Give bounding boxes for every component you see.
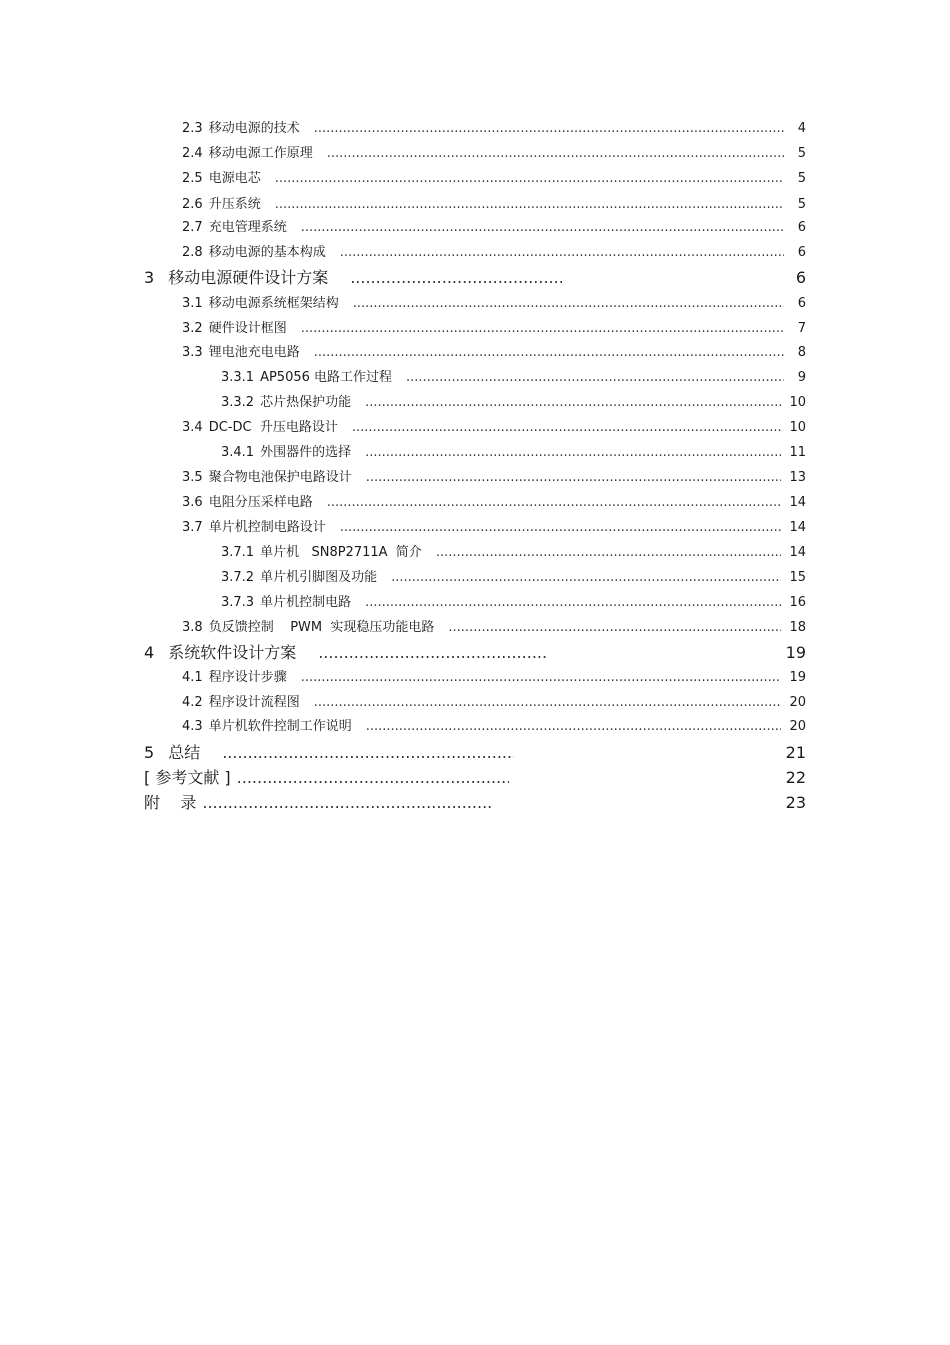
toc-entry-page: 11 <box>789 445 806 460</box>
toc-entry-number: 3.4.1 <box>221 445 255 460</box>
toc-entry[interactable] <box>144 770 806 786</box>
toc-entry-title: 移动电源的技术 <box>208 121 300 136</box>
toc-entry-page: 10 <box>789 395 806 410</box>
toc-entry-number: 3.4 <box>182 420 203 435</box>
toc-dot-leader <box>301 322 784 335</box>
toc-entry-title: 硬件设计框图 <box>208 321 287 336</box>
toc-dot-leader <box>352 421 782 434</box>
toc-entry-title: 单片机 SN8P2711A 简介 <box>260 545 422 560</box>
toc-entry-number: 2.5 <box>182 171 203 186</box>
toc-entry-page: 14 <box>789 495 806 510</box>
toc-entry-page: 5 <box>797 171 806 186</box>
toc-dot-leader <box>340 246 784 259</box>
toc-entry-title: 单片机控制电路 <box>260 595 352 610</box>
toc-entry[interactable] <box>182 346 806 359</box>
toc-entry-page: 15 <box>789 570 806 585</box>
toc-dot-leader <box>202 795 494 811</box>
toc-entry-number: 3.1 <box>182 296 203 311</box>
toc-entry[interactable] <box>221 571 806 584</box>
toc-entry-number: 5 <box>144 743 155 762</box>
toc-entry-page: 5 <box>797 197 806 212</box>
toc-entry-number: 2.6 <box>182 197 203 212</box>
toc-entry[interactable] <box>182 496 806 509</box>
toc-entry[interactable] <box>221 371 806 384</box>
toc-entry-number: 3 <box>144 268 155 287</box>
toc-dot-leader <box>436 546 782 559</box>
toc-entry[interactable] <box>144 270 806 286</box>
toc-entry-number: 3.3.1 <box>221 370 255 385</box>
toc-entry-number: 3.7 <box>182 520 203 535</box>
toc-entry-number: 4.1 <box>182 670 203 685</box>
toc-entry-number: 3.6 <box>182 495 203 510</box>
toc-entry-page: 22 <box>785 768 806 787</box>
toc-entry[interactable] <box>221 446 806 459</box>
toc-entry[interactable] <box>182 172 806 185</box>
toc-entry-page: 23 <box>785 793 806 812</box>
toc-entry[interactable] <box>182 671 806 684</box>
toc-dot-leader <box>275 198 784 211</box>
toc-entry-title: 升压系统 <box>208 197 261 212</box>
toc-dot-leader <box>365 396 781 409</box>
toc-entry-title: 锂电池充电电路 <box>208 345 300 360</box>
toc-entry-page: 6 <box>797 245 806 260</box>
toc-entry-number: 4.3 <box>182 719 203 734</box>
toc-entry-number: 4 <box>144 643 155 662</box>
toc-entry[interactable] <box>182 221 806 234</box>
toc-entry[interactable] <box>182 322 806 335</box>
toc-entry-page: 16 <box>789 595 806 610</box>
toc-entry-page: 14 <box>789 545 806 560</box>
toc-entry-page: 13 <box>789 470 806 485</box>
toc-dot-leader <box>314 122 784 135</box>
toc-entry-number: 3.8 <box>182 620 203 635</box>
toc-entry-page: 19 <box>789 670 806 685</box>
toc-entry-title: 单片机引脚图及功能 <box>260 570 378 585</box>
toc-dot-leader <box>448 621 781 634</box>
toc-dot-leader <box>391 571 781 584</box>
toc-entry[interactable] <box>221 396 806 409</box>
toc-entry[interactable] <box>182 198 806 211</box>
toc-entry[interactable] <box>182 246 806 259</box>
toc-entry-page: 20 <box>789 719 806 734</box>
toc-entry[interactable] <box>182 471 806 484</box>
toc-entry-title: 附 录 <box>144 793 197 812</box>
toc-entry-page: 10 <box>789 420 806 435</box>
toc-entry-title: AP5056 电路工作过程 <box>260 370 393 385</box>
toc-entry-title: 移动电源系统框架结构 <box>208 296 339 311</box>
toc-dot-leader <box>353 297 784 310</box>
toc-entry[interactable] <box>182 696 806 709</box>
toc-entry-number: 3.3.2 <box>221 395 255 410</box>
toc-entry-title: 电阻分压采样电路 <box>208 495 313 510</box>
toc-entry-number: 3.3 <box>182 345 203 360</box>
toc-entry-title: 程序设计步骤 <box>208 670 287 685</box>
toc-entry-number: 3.7.3 <box>221 595 255 610</box>
toc-entry-page: 20 <box>789 695 806 710</box>
toc-entry-title: DC-DC 升压电路设计 <box>208 420 338 435</box>
toc-entry-page: 9 <box>797 370 806 385</box>
toc-entry-title: [ 参考文献 ] <box>144 768 231 787</box>
toc-dot-leader <box>222 745 514 761</box>
toc-entry-title: 充电管理系统 <box>208 220 287 235</box>
toc-entry-number: 2.7 <box>182 220 203 235</box>
toc-dot-leader <box>318 645 546 661</box>
toc-dot-leader <box>340 521 782 534</box>
toc-entry-page: 18 <box>789 620 806 635</box>
toc-dot-leader <box>301 671 782 684</box>
toc-entry-page: 7 <box>797 321 806 336</box>
toc-entry[interactable] <box>182 297 806 310</box>
toc-dot-leader <box>365 596 781 609</box>
toc-entry-page: 21 <box>785 743 806 762</box>
toc-entry[interactable] <box>182 421 806 434</box>
toc-entry-number: 3.5 <box>182 470 203 485</box>
toc-entry-page: 5 <box>797 146 806 161</box>
toc-entry-title: 移动电源硬件设计方案 <box>168 268 329 287</box>
toc-dot-leader <box>365 446 781 459</box>
toc-entry-title: 单片机控制电路设计 <box>208 520 326 535</box>
toc-entry[interactable] <box>182 147 806 160</box>
toc-dot-leader <box>406 371 784 384</box>
toc-entry-page: 8 <box>797 345 806 360</box>
toc-entry-title: 移动电源工作原理 <box>208 146 313 161</box>
toc-entry-number: 2.3 <box>182 121 203 136</box>
toc-entry-number: 3.7.1 <box>221 545 255 560</box>
toc-dot-leader <box>237 770 509 786</box>
toc-entry[interactable] <box>182 521 806 534</box>
toc-entry[interactable] <box>182 720 806 733</box>
toc-entry-title: 负反馈控制 PWM 实现稳压功能电路 <box>208 620 435 635</box>
toc-entry-number: 4.2 <box>182 695 203 710</box>
toc-dot-leader <box>366 471 782 484</box>
toc-dot-leader <box>327 147 784 160</box>
toc-entry[interactable] <box>221 546 806 559</box>
toc-entry-title: 外围器件的选择 <box>260 445 352 460</box>
toc-entry-page: 6 <box>797 220 806 235</box>
toc-entry-page: 14 <box>789 520 806 535</box>
toc-dot-leader <box>350 270 562 286</box>
toc-entry[interactable] <box>144 795 806 811</box>
toc-entry[interactable] <box>144 745 806 761</box>
toc-dot-leader <box>366 720 782 733</box>
toc-dot-leader <box>314 346 784 359</box>
toc-entry-title: 芯片热保护功能 <box>260 395 352 410</box>
toc-entry-page: 6 <box>797 296 806 311</box>
toc-dot-leader <box>314 696 782 709</box>
toc-entry-title: 移动电源的基本构成 <box>208 245 326 260</box>
toc-entry-title: 系统软件设计方案 <box>168 643 297 662</box>
toc-entry-page: 19 <box>785 643 806 662</box>
toc-entry-number: 2.4 <box>182 146 203 161</box>
toc-entry[interactable] <box>182 122 806 135</box>
toc-entry[interactable] <box>221 596 806 609</box>
toc-entry-page: 4 <box>797 121 806 136</box>
toc-dot-leader <box>275 172 784 185</box>
toc-dot-leader <box>301 221 784 234</box>
toc-entry-number: 3.2 <box>182 321 203 336</box>
toc-entry-number: 2.8 <box>182 245 203 260</box>
toc-entry[interactable] <box>144 645 806 661</box>
toc-entry-title: 总结 <box>168 743 201 762</box>
toc-entry-title: 程序设计流程图 <box>208 695 300 710</box>
toc-entry-title: 单片机软件控制工作说明 <box>208 719 352 734</box>
toc-dot-leader <box>327 496 782 509</box>
toc-entry[interactable] <box>182 621 806 634</box>
toc-entry-page: 6 <box>795 268 806 287</box>
toc-entry-title: 聚合物电池保护电路设计 <box>208 470 352 485</box>
toc-entry-number: 3.7.2 <box>221 570 255 585</box>
toc-entry-title: 电源电芯 <box>208 171 261 186</box>
